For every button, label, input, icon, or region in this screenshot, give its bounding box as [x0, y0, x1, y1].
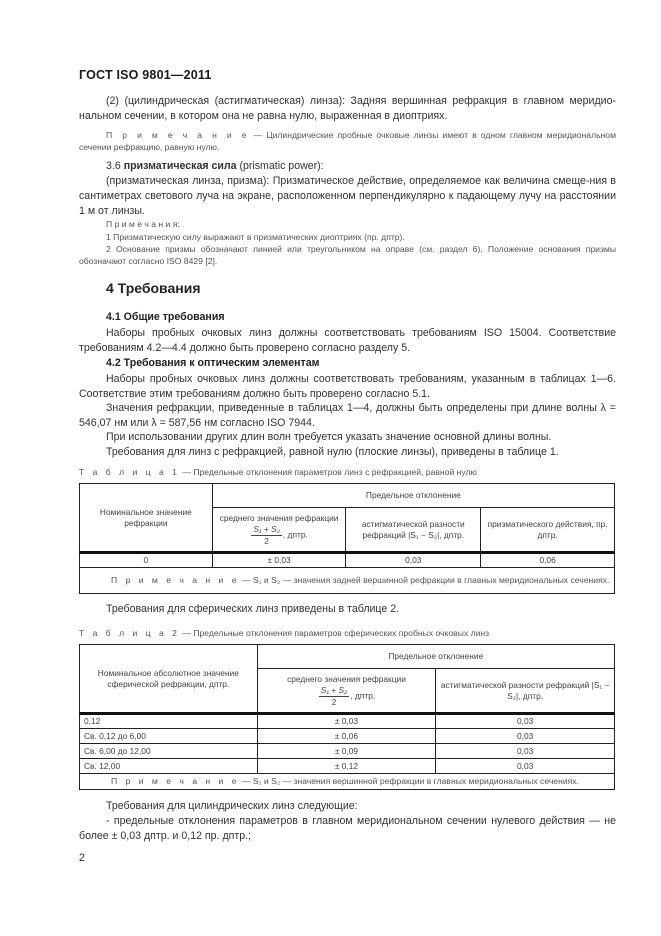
cell-astig: 0,03	[346, 553, 481, 568]
cell-nominal: Св. 12,00	[80, 759, 258, 774]
section-4-2-para-4: Требования для линз с рефракцией, равной нулю (плоские линзы), приведены в таблице 1.	[106, 446, 559, 458]
table-1-header-nominal: Номинальное значение рефракции	[80, 484, 213, 553]
table-row	[80, 744, 615, 759]
page-number: 2	[79, 852, 85, 864]
paragraph-cylindrical-item-1: - предельные отклонения параметров в главном меридиональном сечении нулевого действия — не более ± 0,03 дптр. и 0,12 пр. дптр.;	[79, 815, 616, 842]
term-name: призматическая сила	[123, 160, 237, 172]
section-4-2-para-3: При использовании других длин волн требуется указать значение основной длины волны.	[106, 431, 552, 443]
mean-label: среднего значения рефракции	[219, 512, 339, 523]
paragraph-cylindrical-intro: Требования для цилиндрических линз следующие:	[106, 800, 358, 812]
notes-3-6-label: П р и м е ч а н и я:	[106, 219, 180, 229]
table-2-caption-text: — Предельные отклонения параметров сферических пробных очковых линз	[179, 628, 490, 638]
note-label: П р и м е ч а н и е	[111, 776, 240, 786]
fraction	[319, 685, 350, 708]
cell-nominal: 0	[80, 553, 213, 568]
table-1-note	[80, 568, 615, 594]
fraction-denominator: 2	[331, 696, 337, 707]
cell-astig: 0,03	[436, 714, 615, 729]
table-1-caption	[79, 467, 477, 477]
cell-mean: ± 0,09	[257, 744, 436, 759]
table-row	[80, 714, 615, 729]
table-row	[80, 759, 615, 774]
cell-astig: 0,03	[436, 729, 615, 744]
table-1-caption-label: Т а б л и ц а 1	[79, 467, 180, 477]
cell-mean: ± 0,03	[212, 553, 346, 568]
cell-mean: ± 0,06	[257, 729, 436, 744]
paragraph-table-2-intro: Требования для сферических линз приведены в таблице 2.	[106, 603, 400, 615]
cell-mean: ± 0,03	[257, 714, 436, 729]
term-number: 3.6	[106, 160, 121, 172]
section-4-2-title: 4.2 Требования к оптическим элементам	[106, 357, 320, 369]
term-3-6-heading	[79, 159, 616, 174]
section-4-2-para-2: Значения рефракции, приведенные в таблицах 1—4, должны быть определены при длине волны λ = 546,07 нм или λ = 587,56 нм согласно ISO 7944.	[79, 402, 616, 429]
fraction-denominator: 2	[264, 535, 269, 546]
table-1-header-prism: призматического действия, пр. дптр.	[481, 508, 615, 553]
table-2-caption	[79, 628, 489, 638]
note-label: П р и м е ч а н и е	[106, 130, 250, 140]
table-1-caption-text: — Предельные отклонения параметров линз с рефракцией, равной нулю	[179, 467, 477, 477]
table-row	[80, 729, 615, 744]
cell-nominal: Св. 6,00 до 12,00	[80, 744, 258, 759]
term-3-6-definition: (призматическая линза, призма): Призматическое действие, определяемое как величина смеще-ния в сантиметрах светового луча на экране, расположенном перпендикулярно к падающему лучу на расстоянии 1 м от линзы.	[79, 175, 616, 217]
paragraph-cylindrical-lens: (2) (цилиндрическая (астигматическая) линза): Задняя вершинная рефракция в главном меридио-нальном сечении, в котором она не равна нулю, выраженная в диоптриях.	[79, 95, 616, 122]
mean-unit: , дптр.	[350, 690, 376, 701]
table-2-caption-label: Т а б л и ц а 2	[79, 628, 180, 638]
section-4-title: 4 Требования	[106, 280, 201, 296]
note-label: П р и м е ч а н и е	[111, 575, 240, 585]
cell-nominal: 0,12	[80, 714, 258, 729]
term-english: (prismatic power):	[239, 160, 324, 172]
table-1-header-group: Предельное отклонение	[212, 484, 614, 508]
table-2-header-mean	[257, 669, 436, 714]
section-4-2-para-1: Наборы пробных очковых линз должны соответствовать требованиям, указанным в таблицах 1—6. Соответствие этим требованиям должно быть проверено согласно 5.1.	[79, 373, 616, 400]
mean-label: среднего значения рефракции	[287, 673, 406, 684]
note-text: — S₁ и S₂ — значения вершинной рефракции в главных меридиональных сечениях.	[239, 776, 579, 786]
notes-3-6-item-1: 1 Призматическую силу выражают в призматических диоптриях (пр. дптр).	[106, 232, 405, 242]
document-header: ГОСТ ISO 9801—2011	[79, 68, 212, 82]
fraction	[251, 524, 282, 547]
table-1-header-astig: астигматической разности рефракций |S₁ − S₂|, дптр.	[346, 508, 481, 553]
table-2-note	[80, 774, 615, 790]
table-2	[79, 644, 615, 790]
table-2-header-nominal: Номинальное абсолютное значение сферической рефракции, дптр.	[80, 645, 258, 714]
cell-prism: 0,06	[481, 553, 615, 568]
fraction-numerator: S₁ + S₂	[320, 684, 348, 695]
mean-unit: , дптр.	[282, 529, 308, 540]
cell-mean: ± 0,12	[257, 759, 436, 774]
table-row	[80, 553, 615, 568]
notes-3-6-item-2: 2 Основание призмы обозначают линией или треугольником на оправе (см. раздел 6). Положение основания призмы обозначают согласно ISO 8429 [2].	[79, 244, 616, 266]
table-1-header-mean	[212, 508, 346, 553]
table-1	[79, 483, 615, 594]
section-4-1-title: 4.1 Общие требования	[106, 311, 225, 323]
cell-nominal: Св. 0,12 до 6,00	[80, 729, 258, 744]
cell-astig: 0,03	[436, 744, 615, 759]
table-2-header-group: Предельное отклонение	[257, 645, 614, 669]
note-text: — S₁ и S₂ — значения задней вершинной рефракции в главных меридиональных сечениях.	[239, 575, 610, 585]
fraction-numerator: S₁ + S₂	[253, 523, 280, 534]
section-4-1-text: Наборы пробных очковых линз должны соответствовать требованиям ISO 15004. Соответствие требованиям 4.2—4.4 должно быть проверено согласно разделу 5.	[79, 327, 616, 354]
note-cylindrical	[79, 129, 616, 153]
table-2-header-astig: астигматической разности рефракций |S₁ − S₂|, дптр.	[436, 669, 615, 714]
note-text: — Цилиндрические пробные очковые линзы имеют в одном главном меридиональном сечении рефракцию, равную нулю.	[79, 130, 616, 152]
cell-astig: 0,03	[436, 759, 615, 774]
